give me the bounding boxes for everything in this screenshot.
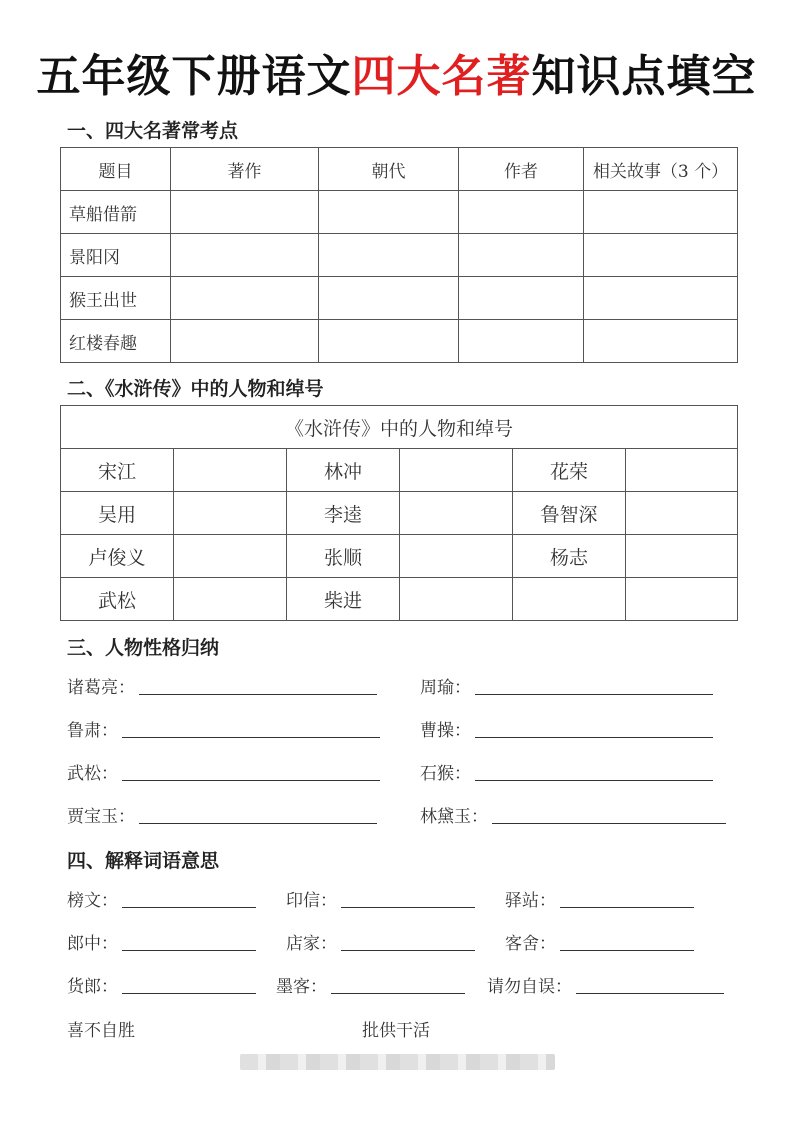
table-row (61, 191, 738, 234)
fill-item (505, 884, 694, 914)
cut-off-label (67, 1014, 135, 1041)
table-row (61, 320, 738, 363)
answer-line[interactable] (122, 737, 380, 738)
nickname-cell[interactable] (400, 578, 513, 621)
fill-item (420, 800, 726, 830)
header-cell: 作者 (459, 148, 584, 191)
cut-off-label (362, 1014, 430, 1041)
blurred-watermark (240, 1054, 555, 1070)
nicknames-table (60, 405, 738, 621)
nickname-cell[interactable] (174, 492, 287, 535)
answer-line[interactable] (475, 694, 713, 695)
answer-cell[interactable] (171, 191, 319, 234)
fill-label: 货郎： (67, 977, 118, 997)
answer-line[interactable] (122, 907, 256, 908)
fill-item (67, 671, 377, 701)
answer-cell[interactable] (171, 277, 319, 320)
row-label: 猴王出世 (61, 277, 171, 320)
answer-line[interactable] (341, 950, 475, 951)
character-name: 鲁智深 (513, 492, 626, 535)
fill-item (276, 970, 465, 1000)
header-cell: 相关故事（3 个） (584, 148, 738, 191)
fill-item (505, 927, 694, 957)
character-name: 吴用 (61, 492, 174, 535)
answer-cell[interactable] (584, 277, 738, 320)
nickname-cell[interactable] (174, 578, 287, 621)
answer-line[interactable] (576, 993, 724, 994)
fill-label: 印信： (286, 891, 337, 911)
answer-line[interactable] (122, 993, 256, 994)
answer-line[interactable] (475, 737, 713, 738)
character-name: 李逵 (287, 492, 400, 535)
answer-cell[interactable] (459, 234, 584, 277)
nickname-cell[interactable] (400, 535, 513, 578)
fill-label: 曹操： (420, 721, 471, 741)
fill-label: 墨客： (276, 977, 327, 997)
row-label: 红楼春趣 (61, 320, 171, 363)
answer-line[interactable] (139, 823, 377, 824)
fill-item (420, 757, 713, 787)
answer-cell[interactable] (171, 320, 319, 363)
character-name (513, 578, 626, 621)
fill-item (67, 757, 380, 787)
character-name: 林冲 (287, 449, 400, 492)
fill-label: 周瑜： (420, 678, 471, 698)
fill-item (67, 884, 256, 914)
answer-cell[interactable] (171, 234, 319, 277)
header-cell: 题目 (61, 148, 171, 191)
answer-line[interactable] (341, 907, 475, 908)
nickname-cell[interactable] (400, 449, 513, 492)
fill-label: 石猴： (420, 764, 471, 784)
character-name: 卢俊义 (61, 535, 174, 578)
answer-line[interactable] (560, 950, 694, 951)
answer-cell[interactable] (584, 320, 738, 363)
answer-cell[interactable] (584, 191, 738, 234)
row-label: 景阳冈 (61, 234, 171, 277)
section1-heading: 一、四大名著常考点 (67, 120, 239, 142)
answer-cell[interactable] (319, 320, 459, 363)
table-row (61, 449, 738, 492)
table-row (61, 535, 738, 578)
answer-line[interactable] (331, 993, 465, 994)
fill-item (420, 671, 713, 701)
header-cell: 朝代 (319, 148, 459, 191)
fill-item (67, 800, 377, 830)
fill-label: 驿站： (505, 891, 556, 911)
fill-label: 郎中： (67, 934, 118, 954)
answer-cell[interactable] (459, 191, 584, 234)
answer-cell[interactable] (459, 277, 584, 320)
fill-label: 客舍： (505, 934, 556, 954)
section4-heading: 四、解释词语意思 (67, 850, 220, 872)
section2-heading: 二、《水浒传》中的人物和绰号 (67, 378, 324, 400)
answer-line[interactable] (139, 694, 377, 695)
table-header-row (61, 148, 738, 191)
title-suffix: 知识点填空 (531, 51, 757, 102)
page-title (0, 40, 793, 104)
answer-line[interactable] (122, 950, 256, 951)
fill-label: 武松： (67, 764, 118, 784)
classics-table (60, 147, 738, 363)
fill-label: 鲁肃： (67, 721, 118, 741)
answer-cell[interactable] (319, 277, 459, 320)
fill-item (420, 714, 713, 744)
title-prefix: 五年级下册语文 (36, 51, 352, 102)
fill-item (67, 970, 256, 1000)
table-row (61, 234, 738, 277)
nickname-cell[interactable] (174, 449, 287, 492)
fill-item (67, 714, 380, 744)
nickname-cell[interactable] (174, 535, 287, 578)
header-cell: 著作 (171, 148, 319, 191)
answer-cell[interactable] (319, 191, 459, 234)
row-label: 草船借箭 (61, 191, 171, 234)
table-row (61, 277, 738, 320)
answer-cell[interactable] (584, 234, 738, 277)
nickname-cell[interactable] (626, 535, 738, 578)
answer-line[interactable] (560, 907, 694, 908)
nickname-cell[interactable] (626, 492, 738, 535)
answer-line[interactable] (475, 780, 713, 781)
character-name: 宋江 (61, 449, 174, 492)
table-row (61, 492, 738, 535)
fill-label: 榜文： (67, 891, 118, 911)
character-name: 张顺 (287, 535, 400, 578)
fill-label: 请勿自误： (487, 977, 572, 997)
table-row (61, 578, 738, 621)
table-title-row (61, 406, 738, 449)
table-title: 《水浒传》中的人物和绰号 (61, 406, 738, 449)
character-name: 柴进 (287, 578, 400, 621)
fill-label: 诸葛亮： (67, 678, 135, 698)
fill-item (67, 927, 256, 957)
fill-item (286, 927, 475, 957)
nickname-cell[interactable] (626, 578, 738, 621)
fill-label: 店家： (286, 934, 337, 954)
nickname-cell[interactable] (400, 492, 513, 535)
answer-cell[interactable] (319, 234, 459, 277)
cut-off-text: 批供干活 (362, 1021, 430, 1041)
answer-cell[interactable] (459, 320, 584, 363)
character-name: 花荣 (513, 449, 626, 492)
character-name: 武松 (61, 578, 174, 621)
title-highlight: 四大名著 (351, 51, 532, 102)
answer-line[interactable] (122, 780, 380, 781)
character-name: 杨志 (513, 535, 626, 578)
fill-item (487, 970, 724, 1000)
fill-label: 贾宝玉： (67, 807, 135, 827)
cut-off-text: 喜不自胜 (67, 1021, 135, 1041)
nickname-cell[interactable] (626, 449, 738, 492)
section3-heading: 三、人物性格归纳 (67, 637, 220, 659)
fill-item (286, 884, 475, 914)
fill-label: 林黛玉： (420, 807, 488, 827)
answer-line[interactable] (492, 823, 726, 824)
